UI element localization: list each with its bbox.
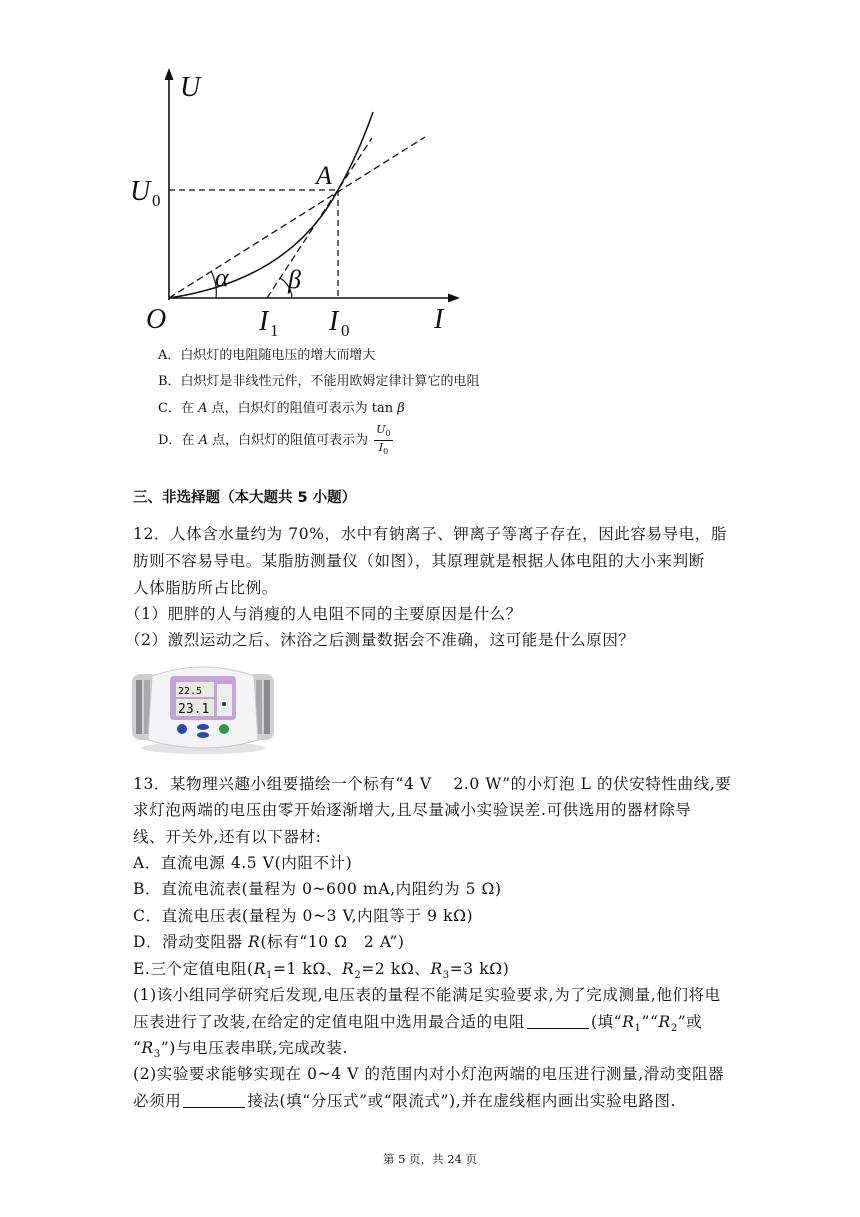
option-d-mid: 点，白炽灯的阻值可表示为 [212,433,369,449]
q13-d-post: (标有“10 Ω 2 A”) [260,933,405,951]
i1-label: I [259,306,269,337]
option-c-pre: C．在 [158,401,194,416]
q13-p1-r3: R [141,1039,154,1057]
section-heading: 三、非选择题（本大题共 5 小题） [133,490,357,506]
q13-option-d [133,930,405,952]
i1-subscript: 1 [270,321,279,340]
i0-label: I [329,306,339,337]
q13-e-r1-val: =1 kΩ、 [272,960,343,978]
q13-line1: 13．某物理兴趣小组要描绘一个标有“4 V 2.0 W”的小灯泡 L 的伏安特性曲线,要 [133,775,732,793]
q13-p2-line2-pre: 必须用 [133,1092,182,1110]
q13-p1-line3 [133,1036,348,1060]
q13-e-pre: E.三个定值电阻( [133,960,254,978]
q13-p1-r2-sub: 2 [670,1023,678,1035]
q13-e-r3: R [430,960,443,978]
option-c-tan: tan [371,401,394,416]
i-axis-label: I [434,304,444,335]
q13-d-r: R [248,933,261,951]
q13-p1-quote: ”“ [641,1013,659,1031]
option-d-pre: D．在 [158,433,195,449]
option-c-mid: 点，白炽灯的阻值可表示为 [211,401,368,416]
q13-p1-line3-post: ”)与电压表串联,完成改装. [160,1039,349,1057]
u-axis-label: U [180,72,201,103]
iv-curve [169,112,373,298]
q13-e-r1-sub: 1 [265,970,273,982]
q13-p1-line3-pre: “ [133,1039,142,1057]
display-top-value: 22.5 [178,686,203,697]
frac-num: U [376,423,386,436]
u0-label: U [130,176,151,207]
page-footer: 第 5 页，共 24 页 [382,1152,478,1166]
option-d-fraction [374,423,392,458]
q13-p1-r3-sub: 3 [153,1049,161,1061]
q13-p2-line1: (2)实验要求能够实现在 0~4 V 的范围内对小灯泡两端的电压进行测量,滑动变阻器 [133,1065,725,1083]
origin-label: O [146,304,167,335]
q13-p1-line1: (1)该小组同学研究后发现,电压表的量程不能满足实验要求,为了完成测量,他们将电 [133,986,721,1004]
q13-option-a: A．直流电源 4.5 V(内阻不计) [133,854,353,872]
option-b: B．白炽灯是非线性元件，不能用欧姆定律计算它的电阻 [158,374,480,389]
q13-e-r3-val: =3 kΩ) [449,960,510,978]
q13-option-e [133,957,509,981]
frac-den-sub: 0 [383,447,389,457]
q13-p2-line2-post: 接法(填“分压式”或“限流式”),并在虚线框内画出实验电路图. [247,1092,677,1110]
u0-subscript: 0 [152,191,161,210]
i-axis-arrow [448,294,460,303]
q12-line2: 肪则不容易导电。某脂肪测量仪（如图），其原理就是根据人体电阻的大小来判断 [133,552,705,570]
q13-p1-or: ”或 [677,1013,703,1031]
q12-line1: 12．人体含水量约为 70%，水中有钠离子、钾离子等离子存在，因此容易导电，脂 [133,525,728,543]
q12-sub2: （2）激烈运动之后、沐浴之后测量数据会不准确，这可能是什么原因？ [125,631,635,649]
option-a: A．白炽灯的电阻随电压的增大而增大 [158,348,376,363]
option-c [158,397,405,416]
q13-e-r2-sub: 2 [354,970,362,982]
q13-p1-line2-post: (填“ [590,1013,623,1031]
answer-blank-1[interactable] [527,1013,589,1030]
frac-den: I [378,441,384,455]
display-main-value: 23.1 [178,702,210,717]
q13-e-r2: R [342,960,355,978]
q13-p1-line2-pre: 压表进行了改装,在给定的定值电阻中选用最合适的电阻 [133,1013,525,1031]
frac-num-sub: 0 [385,429,391,439]
q13-e-r1: R [253,960,266,978]
q12-sub1: （1）肥胖的人与消瘦的人电阻不同的主要原因是什么？ [125,605,522,623]
fat-meter-image [130,662,276,757]
beta-label: β [288,265,301,294]
q13-option-b: B．直流电流表(量程为 0~600 mA,内阻约为 5 Ω) [133,880,502,898]
q13-option-c: C．直流电压表(量程为 0~3 V,内阻等于 9 kΩ) [133,907,474,925]
u-i-graph [120,60,480,345]
q13-line3: 线、开关外,还有以下器材: [133,828,322,846]
q12-line3: 人体脂肪所占比例。 [133,579,278,597]
option-c-beta: β [397,401,405,416]
i0-subscript: 0 [341,321,350,340]
q13-p1-r2: R [658,1013,671,1031]
q13-p1-r1-sub: 1 [634,1023,642,1035]
alpha-label: α [215,263,229,292]
q13-p2-line2 [133,1089,676,1111]
q13-e-r3-sub: 3 [442,970,450,982]
q13-p1-r1: R [622,1013,635,1031]
option-d-point: A [198,433,208,449]
q13-line2: 求灯泡两端的电压由零开始逐渐增大,且尽量减小实验误差.可供选用的器材除导 [133,801,692,819]
q13-e-r2-val: =2 kΩ、 [361,960,431,978]
point-a-label: A [316,161,332,190]
answer-blank-2[interactable] [183,1092,245,1109]
u-axis-arrow [165,68,174,80]
q13-d-pre: D．滑动变阻器 [133,933,243,951]
option-c-point: A [198,401,208,416]
q13-p1-line2 [133,1010,702,1034]
option-d [158,423,393,458]
